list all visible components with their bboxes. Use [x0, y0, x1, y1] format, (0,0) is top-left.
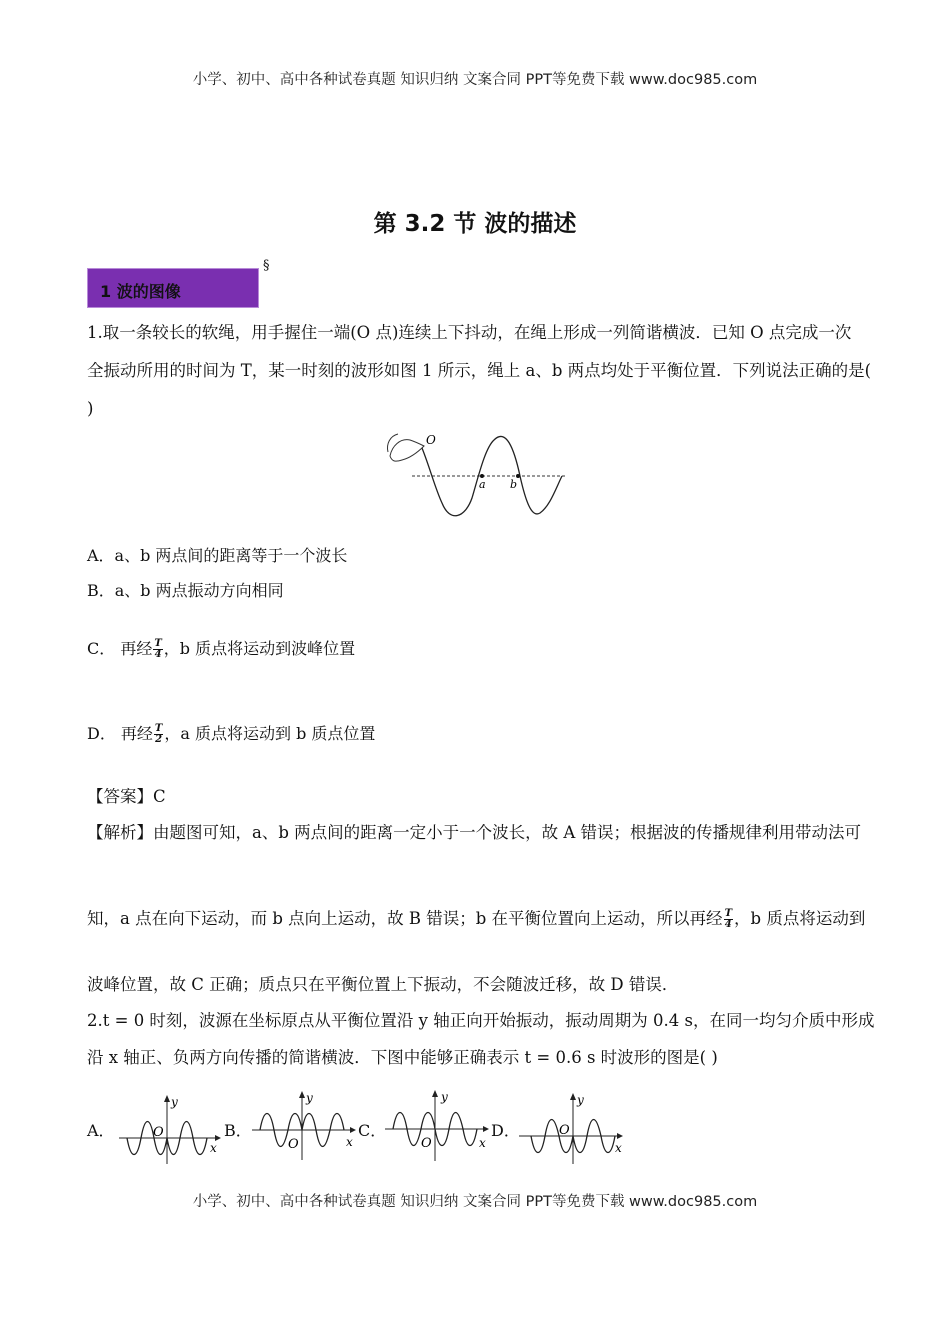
q1-analysis-line2 — [87, 908, 865, 930]
analysis-text-b: ，b 质点将运动到 — [734, 909, 866, 928]
axis-label-x: x — [210, 1141, 217, 1155]
option-d-text: ，a 质点将运动到 b 质点位置 — [164, 724, 376, 743]
q2-option-c-label: C． — [358, 1121, 387, 1140]
axis-label-y: y — [577, 1093, 584, 1107]
q1-option-d — [87, 723, 375, 745]
axis-label-x: x — [479, 1136, 486, 1150]
q2-graph-a — [117, 1090, 222, 1166]
option-c-prefix: C． 再经 — [87, 639, 153, 658]
q1-answer: 【答案】C — [87, 787, 166, 806]
origin-label: O — [288, 1137, 299, 1152]
figure-label-o: O — [426, 433, 436, 447]
axis-label-x: x — [346, 1135, 353, 1149]
section-mark: § — [263, 258, 270, 273]
q2-graph-c — [383, 1087, 491, 1165]
q1-option-c — [87, 638, 355, 660]
fraction-t-over-4: $\frac{T}{4}$ — [154, 638, 162, 660]
axis-label-y: y — [171, 1095, 178, 1109]
origin-label: O — [421, 1136, 432, 1151]
q1-line1: 1.取一条较长的软绳，用手握住一端(O 点)连续上下抖动，在绳上形成一列简谐横波．已知 O 点完成一次 — [87, 323, 852, 342]
q1-analysis-line3: 波峰位置，故 C 正确；质点只在平衡位置上下振动，不会随波迁移，故 D 错误． — [87, 975, 679, 994]
page-footer: 小学、初中、高中各种试卷真题 知识归纳 文案合同 PPT等免费下载 www.doc985.com — [192, 1194, 758, 1210]
origin-label: O — [153, 1125, 164, 1140]
figure-label-b: b — [510, 478, 518, 491]
q2-graph-d — [517, 1090, 625, 1166]
q2-option-b-label: B． — [224, 1121, 252, 1140]
option-d-prefix: D． 再经 — [87, 724, 153, 743]
section-banner — [87, 268, 259, 308]
q2-line1: 2.t = 0 时刻，波源在坐标原点从平衡位置沿 y 轴正向开始振动，振动周期为 0.4 s，在同一均匀介质中形成 — [87, 1011, 875, 1030]
page-title: 第 3.2 节 波的描述 — [373, 211, 577, 237]
q1-analysis-line1: 【解析】由题图可知，a、b 两点间的距离一定小于一个波长，故 A 错误；根据波的传播规律利用带动法可 — [87, 823, 862, 842]
q2-option-a-label: A． — [87, 1121, 115, 1140]
section-label: 1 波的图像 — [100, 282, 181, 301]
page-header: 小学、初中、高中各种试卷真题 知识归纳 文案合同 PPT等免费下载 www.doc985.com — [192, 72, 758, 88]
axis-label-x: x — [615, 1141, 622, 1155]
q1-option-b: B．a、b 两点振动方向相同 — [87, 581, 284, 600]
axis-label-y: y — [306, 1091, 313, 1105]
fraction-t-over-4-analysis: $\frac{T}{4}$ — [724, 908, 733, 930]
q1-line3: ) — [87, 399, 94, 418]
q2-line2: 沿 x 轴正、负两方向传播的简谐横波．下图中能够正确表示 t = 0.6 s 时波形的图是( ) — [87, 1048, 718, 1067]
figure-label-a: a — [479, 478, 486, 491]
q1-option-a: A．a、b 两点间的距离等于一个波长 — [87, 546, 348, 565]
fraction-t-over-2: $\frac{T}{2}$ — [154, 723, 163, 745]
option-c-text: ，b 质点将运动到波峰位置 — [163, 639, 356, 658]
analysis-text-a: 知，a 点在向下运动，而 b 点向上运动，故 B 错误；b 在平衡位置向上运动，所以再经 — [87, 909, 723, 928]
origin-label: O — [559, 1123, 570, 1138]
axis-label-y: y — [441, 1090, 448, 1104]
q2-option-d-label: D． — [491, 1121, 520, 1140]
q2-graph-b — [250, 1090, 358, 1166]
rope-wave-figure — [380, 428, 570, 520]
q1-line2: 全振动所用的时间为 T，某一时刻的波形如图 1 所示，绳上 a、b 两点均处于平衡位置．下列说法正确的是( — [87, 361, 872, 380]
